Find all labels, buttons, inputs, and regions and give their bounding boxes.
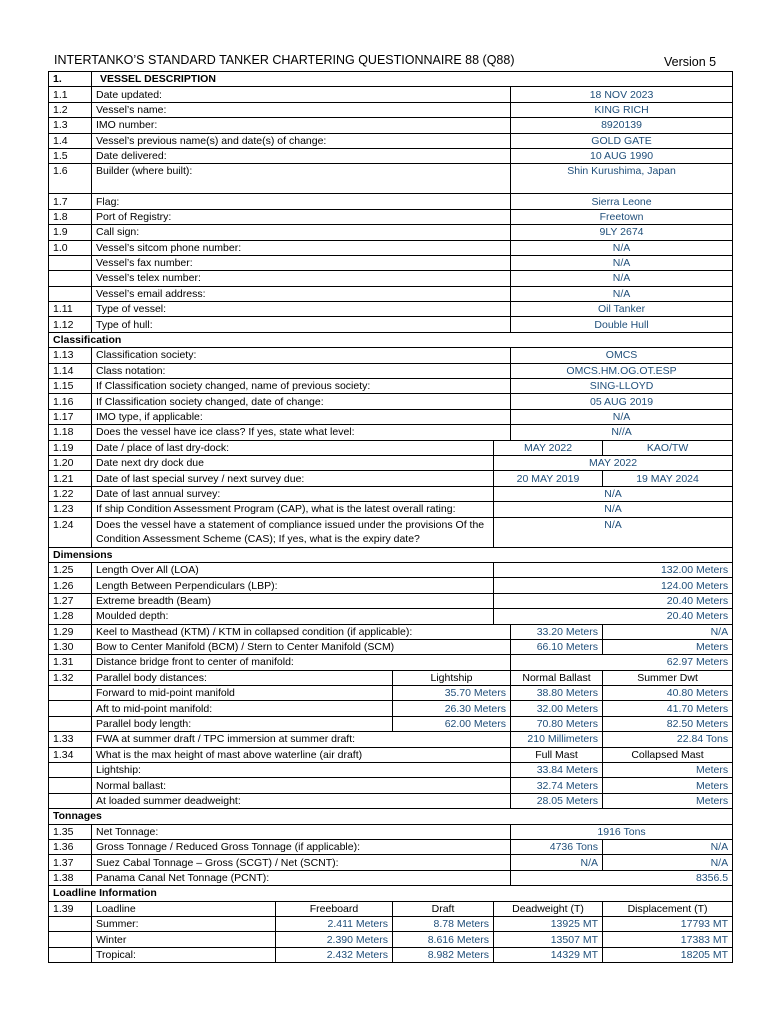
row-value: N/A (603, 624, 733, 639)
column-header: Draft (393, 901, 494, 916)
row-value: N/A (603, 839, 733, 854)
row-value: N/A (511, 855, 603, 870)
row-number: 1.22 (49, 486, 92, 501)
table-row (49, 716, 733, 731)
table-row (49, 302, 733, 317)
row-label: Date updated: (92, 87, 511, 102)
table-row (49, 148, 733, 163)
classification-rows (49, 348, 733, 440)
row-label: Tropical: (92, 947, 276, 962)
table-row (49, 348, 733, 363)
table-row (49, 824, 733, 839)
column-header: Deadweight (T) (494, 901, 603, 916)
row-label: If Classification society changed, name of previous society: (92, 379, 511, 394)
row-number: 1.5 (49, 148, 92, 163)
air-draft-rows (49, 763, 733, 809)
row-value: KAO/TW (603, 440, 733, 455)
table-row (49, 317, 733, 332)
row-value: N/A (494, 517, 733, 547)
row-value: 13925 MT (494, 916, 603, 931)
table-row (49, 102, 733, 117)
row-value: N//A (511, 425, 733, 440)
row-value: GOLD GATE (511, 133, 733, 148)
section-heading: Loadline Information (49, 886, 733, 901)
table-row (49, 118, 733, 133)
section-header-row (49, 72, 733, 87)
row-number (49, 255, 92, 270)
row-label: Type of vessel: (92, 302, 511, 317)
row-value: 4736 Tons (511, 839, 603, 854)
row-value: 28.05 Meters (511, 793, 603, 808)
table-row (49, 379, 733, 394)
row-label: Loadline (92, 901, 276, 916)
row-number: 1.33 (49, 732, 92, 747)
table-row (49, 562, 733, 577)
table-row (49, 194, 733, 209)
row-value: MAY 2022 (494, 440, 603, 455)
row-value: Shin Kurushima, Japan (511, 164, 733, 194)
row-value: 41.70 Meters (603, 701, 733, 716)
column-header: Displacement (T) (603, 901, 733, 916)
row-label: Vessel’s sitcom phone number: (92, 240, 511, 255)
row-value: 17383 MT (603, 932, 733, 947)
row-value: 19 MAY 2024 (603, 471, 733, 486)
row-label: Forward to mid-point manifold (92, 686, 393, 701)
table-row (49, 686, 733, 701)
row-value: 132.00 Meters (494, 562, 733, 577)
row-value: 14329 MT (494, 947, 603, 962)
row-value: 18205 MT (603, 947, 733, 962)
row-number: 1.9 (49, 225, 92, 240)
row-number: 1.0 (49, 240, 92, 255)
row-value: 05 AUG 2019 (511, 394, 733, 409)
section-number: 1. (49, 72, 92, 87)
row-label: Net Tonnage: (92, 824, 511, 839)
row-value: 2.411 Meters (276, 916, 393, 931)
row-label: Vessel’s fax number: (92, 255, 511, 270)
table-row (49, 255, 733, 270)
table-row (49, 486, 733, 501)
row-label: Panama Canal Net Tonnage (PCNT): (92, 870, 511, 885)
table-row (49, 394, 733, 409)
row-value: N/A (494, 502, 733, 517)
table-row (49, 793, 733, 808)
q88-table (48, 71, 733, 963)
row-value: 20 MAY 2019 (494, 471, 603, 486)
column-header: Freeboard (276, 901, 393, 916)
row-number: 1.4 (49, 133, 92, 148)
section-tonnages (49, 809, 733, 886)
row-label: Date delivered: (92, 148, 511, 163)
table-row (49, 517, 733, 547)
table-row (49, 209, 733, 224)
row-number: 1.38 (49, 870, 92, 885)
table-row (49, 286, 733, 301)
row-number: 1.20 (49, 455, 92, 470)
table-row (49, 624, 733, 639)
section-heading: Dimensions (49, 547, 733, 562)
row-value: Sierra Leone (511, 194, 733, 209)
row-value: 20.40 Meters (494, 609, 733, 624)
row-value: OMCS.HM.OG.OT.ESP (511, 363, 733, 378)
row-label: Distance bridge front to center of manifold: (92, 655, 511, 670)
table-row (49, 916, 733, 931)
row-value: N/A (494, 486, 733, 501)
row-number: 1.35 (49, 824, 92, 839)
row-number: 1.21 (49, 471, 92, 486)
row-value: 32.74 Meters (511, 778, 603, 793)
table-row (49, 701, 733, 716)
column-header: Lightship (393, 670, 511, 685)
row-value: 2.432 Meters (276, 947, 393, 962)
column-header: Normal Ballast (511, 670, 603, 685)
row-label: Class notation: (92, 363, 511, 378)
table-row (49, 870, 733, 885)
table-row (49, 901, 733, 916)
row-number: 1.7 (49, 194, 92, 209)
row-label: Call sign: (92, 225, 511, 240)
row-label: Vessel’s telex number: (92, 271, 511, 286)
row-label: Moulded depth: (92, 609, 494, 624)
row-value: 13507 MT (494, 932, 603, 947)
row-label: If ship Condition Assessment Program (CAP), what is the latest overall rating: (92, 502, 494, 517)
table-row (49, 670, 733, 685)
row-value: 18 NOV 2023 (511, 87, 733, 102)
row-number (49, 932, 92, 947)
row-number (49, 716, 92, 731)
row-number (49, 778, 92, 793)
section-loadline (49, 886, 733, 917)
section-title: VESSEL DESCRIPTION (92, 72, 733, 87)
row-label: Aft to mid-point manifold: (92, 701, 393, 716)
table-row (49, 502, 733, 517)
row-value: 8356.5 (511, 870, 733, 885)
table-row (49, 732, 733, 747)
document-version: Version 5 (664, 55, 717, 69)
column-header: Collapsed Mast (603, 747, 733, 762)
row-label: Builder (where built): (92, 164, 511, 194)
row-number: 1.18 (49, 425, 92, 440)
row-label: IMO number: (92, 118, 511, 133)
row-label: Does the vessel have a statement of compliance issued under the provisions Of the Condition Assessment Scheme (CAS); If yes, what is the expiry date? (92, 517, 494, 547)
row-number: 1.8 (49, 209, 92, 224)
row-value: 33.20 Meters (511, 624, 603, 639)
row-value: 8.982 Meters (393, 947, 494, 962)
row-number: 1.26 (49, 578, 92, 593)
row-number: 1.17 (49, 409, 92, 424)
row-value: 70.80 Meters (511, 716, 603, 731)
row-label: What is the max height of mast above waterline (air draft) (92, 747, 511, 762)
loadline-rows (49, 916, 733, 962)
table-row (49, 409, 733, 424)
row-value: N/A (511, 286, 733, 301)
row-value: N/A (511, 409, 733, 424)
row-label: Date of last annual survey: (92, 486, 494, 501)
table-row (49, 240, 733, 255)
row-label: Summer: (92, 916, 276, 931)
row-label: Date / place of last dry-dock: (92, 440, 494, 455)
row-number: 1.14 (49, 363, 92, 378)
row-label: Does the vessel have ice class? If yes, state what level: (92, 425, 511, 440)
row-label: IMO type, if applicable: (92, 409, 511, 424)
row-value: Meters (603, 763, 733, 778)
parallel-body-rows (49, 686, 733, 732)
row-label: At loaded summer deadweight: (92, 793, 511, 808)
row-number: 1.34 (49, 747, 92, 762)
row-label: Date of last special survey / next survey due: (92, 471, 494, 486)
row-value: 2.390 Meters (276, 932, 393, 947)
table-row (49, 471, 733, 486)
row-number: 1.29 (49, 624, 92, 639)
column-header: Summer Dwt (603, 670, 733, 685)
row-number (49, 701, 92, 716)
row-number (49, 286, 92, 301)
row-label: Winter (92, 932, 276, 947)
row-value: 33.84 Meters (511, 763, 603, 778)
row-number (49, 686, 92, 701)
row-value: OMCS (511, 348, 733, 363)
row-number: 1.19 (49, 440, 92, 455)
row-value: Meters (603, 778, 733, 793)
row-label: Suez Cabal Tonnage – Gross (SCGT) / Net (SCNT): (92, 855, 511, 870)
section-vessel-description (49, 72, 733, 87)
row-value: 62.00 Meters (393, 716, 511, 731)
vessel-description-rows (49, 87, 733, 332)
row-number: 1.32 (49, 670, 92, 685)
row-number: 1.2 (49, 102, 92, 117)
row-value: 124.00 Meters (494, 578, 733, 593)
row-value: 22.84 Tons (603, 732, 733, 747)
row-value: Freetown (511, 209, 733, 224)
row-number (49, 793, 92, 808)
row-label: Gross Tonnage / Reduced Gross Tonnage (if applicable): (92, 839, 511, 854)
row-label: Lightship: (92, 763, 511, 778)
table-row (49, 578, 733, 593)
dimensions-rows-b (49, 732, 733, 763)
row-value: N/A (603, 855, 733, 870)
section-classification (49, 332, 733, 347)
table-row (49, 440, 733, 455)
row-number: 1.12 (49, 317, 92, 332)
row-value: SING-LLOYD (511, 379, 733, 394)
row-value: 66.10 Meters (511, 639, 603, 654)
row-value: 1916 Tons (511, 824, 733, 839)
row-value: N/A (511, 255, 733, 270)
row-label: Length Over All (LOA) (92, 562, 494, 577)
row-number: 1.36 (49, 839, 92, 854)
row-label: Vessel’s email address: (92, 286, 511, 301)
table-row (49, 164, 733, 194)
row-value: 20.40 Meters (494, 593, 733, 608)
row-label: Parallel body distances: (92, 670, 393, 685)
table-row (49, 225, 733, 240)
row-value: 62.97 Meters (511, 655, 733, 670)
table-row (49, 609, 733, 624)
row-number: 1.39 (49, 901, 92, 916)
row-value: 40.80 Meters (603, 686, 733, 701)
row-label: Vessel’s name: (92, 102, 511, 117)
row-value: N/A (511, 271, 733, 286)
row-value: MAY 2022 (494, 455, 733, 470)
row-value: N/A (511, 240, 733, 255)
row-value: Meters (603, 793, 733, 808)
table-row (49, 655, 733, 670)
row-value: 82.50 Meters (603, 716, 733, 731)
table-row (49, 855, 733, 870)
table-row (49, 593, 733, 608)
row-number: 1.30 (49, 639, 92, 654)
section-header-row (49, 886, 733, 901)
section-dimensions (49, 547, 733, 686)
row-label: Port of Registry: (92, 209, 511, 224)
table-row (49, 778, 733, 793)
row-value: Double Hull (511, 317, 733, 332)
row-value: 26.30 Meters (393, 701, 511, 716)
row-value: 8920139 (511, 118, 733, 133)
row-label: Classification society: (92, 348, 511, 363)
table-row (49, 425, 733, 440)
row-number: 1.27 (49, 593, 92, 608)
row-number: 1.1 (49, 87, 92, 102)
row-value: 8.616 Meters (393, 932, 494, 947)
row-label: Keel to Masthead (KTM) / KTM in collapsed condition (if applicable): (92, 624, 511, 639)
row-number (49, 271, 92, 286)
section-header-row (49, 332, 733, 347)
table-row (49, 763, 733, 778)
row-label: Date next dry dock due (92, 455, 494, 470)
table-row (49, 363, 733, 378)
table-row (49, 639, 733, 654)
row-value: 17793 MT (603, 916, 733, 931)
table-row (49, 455, 733, 470)
row-number (49, 763, 92, 778)
row-number: 1.28 (49, 609, 92, 624)
row-value: KING RICH (511, 102, 733, 117)
row-label: Bow to Center Manifold (BCM) / Stern to Center Manifold (SCM) (92, 639, 511, 654)
row-value: 8.78 Meters (393, 916, 494, 931)
row-number: 1.11 (49, 302, 92, 317)
table-row (49, 747, 733, 762)
row-label: Vessel’s previous name(s) and date(s) of change: (92, 133, 511, 148)
row-value: 10 AUG 1990 (511, 148, 733, 163)
row-number: 1.23 (49, 502, 92, 517)
row-value: 35.70 Meters (393, 686, 511, 701)
row-number: 1.37 (49, 855, 92, 870)
classification-rows-b (49, 440, 733, 547)
section-heading: Classification (49, 332, 733, 347)
row-label: If Classification society changed, date of change: (92, 394, 511, 409)
table-row (49, 932, 733, 947)
row-value: Meters (603, 639, 733, 654)
row-value: 9LY 2674 (511, 225, 733, 240)
row-number (49, 916, 92, 931)
column-header: Full Mast (511, 747, 603, 762)
table-row (49, 947, 733, 962)
table-row (49, 87, 733, 102)
table-row (49, 271, 733, 286)
row-value: 38.80 Meters (511, 686, 603, 701)
row-number: 1.13 (49, 348, 92, 363)
row-number: 1.3 (49, 118, 92, 133)
row-label: FWA at summer draft / TPC immersion at summer draft: (92, 732, 511, 747)
row-number: 1.25 (49, 562, 92, 577)
row-number (49, 947, 92, 962)
row-value: 32.00 Meters (511, 701, 603, 716)
row-label: Type of hull: (92, 317, 511, 332)
row-label: Normal ballast: (92, 778, 511, 793)
row-label: Extreme breadth (Beam) (92, 593, 494, 608)
row-label: Parallel body length: (92, 716, 393, 731)
row-value: 210 Millimeters (511, 732, 603, 747)
document-title: INTERTANKO’S STANDARD TANKER CHARTERING QUESTIONNAIRE 88 (Q88) (54, 53, 515, 67)
row-number: 1.6 (49, 164, 92, 194)
row-number: 1.16 (49, 394, 92, 409)
row-number: 1.15 (49, 379, 92, 394)
row-number: 1.24 (49, 517, 92, 547)
section-header-row (49, 809, 733, 824)
section-header-row (49, 547, 733, 562)
table-row (49, 839, 733, 854)
section-heading: Tonnages (49, 809, 733, 824)
row-number: 1.31 (49, 655, 92, 670)
row-label: Length Between Perpendiculars (LBP): (92, 578, 494, 593)
row-value: Oil Tanker (511, 302, 733, 317)
table-row (49, 133, 733, 148)
row-label: Flag: (92, 194, 511, 209)
